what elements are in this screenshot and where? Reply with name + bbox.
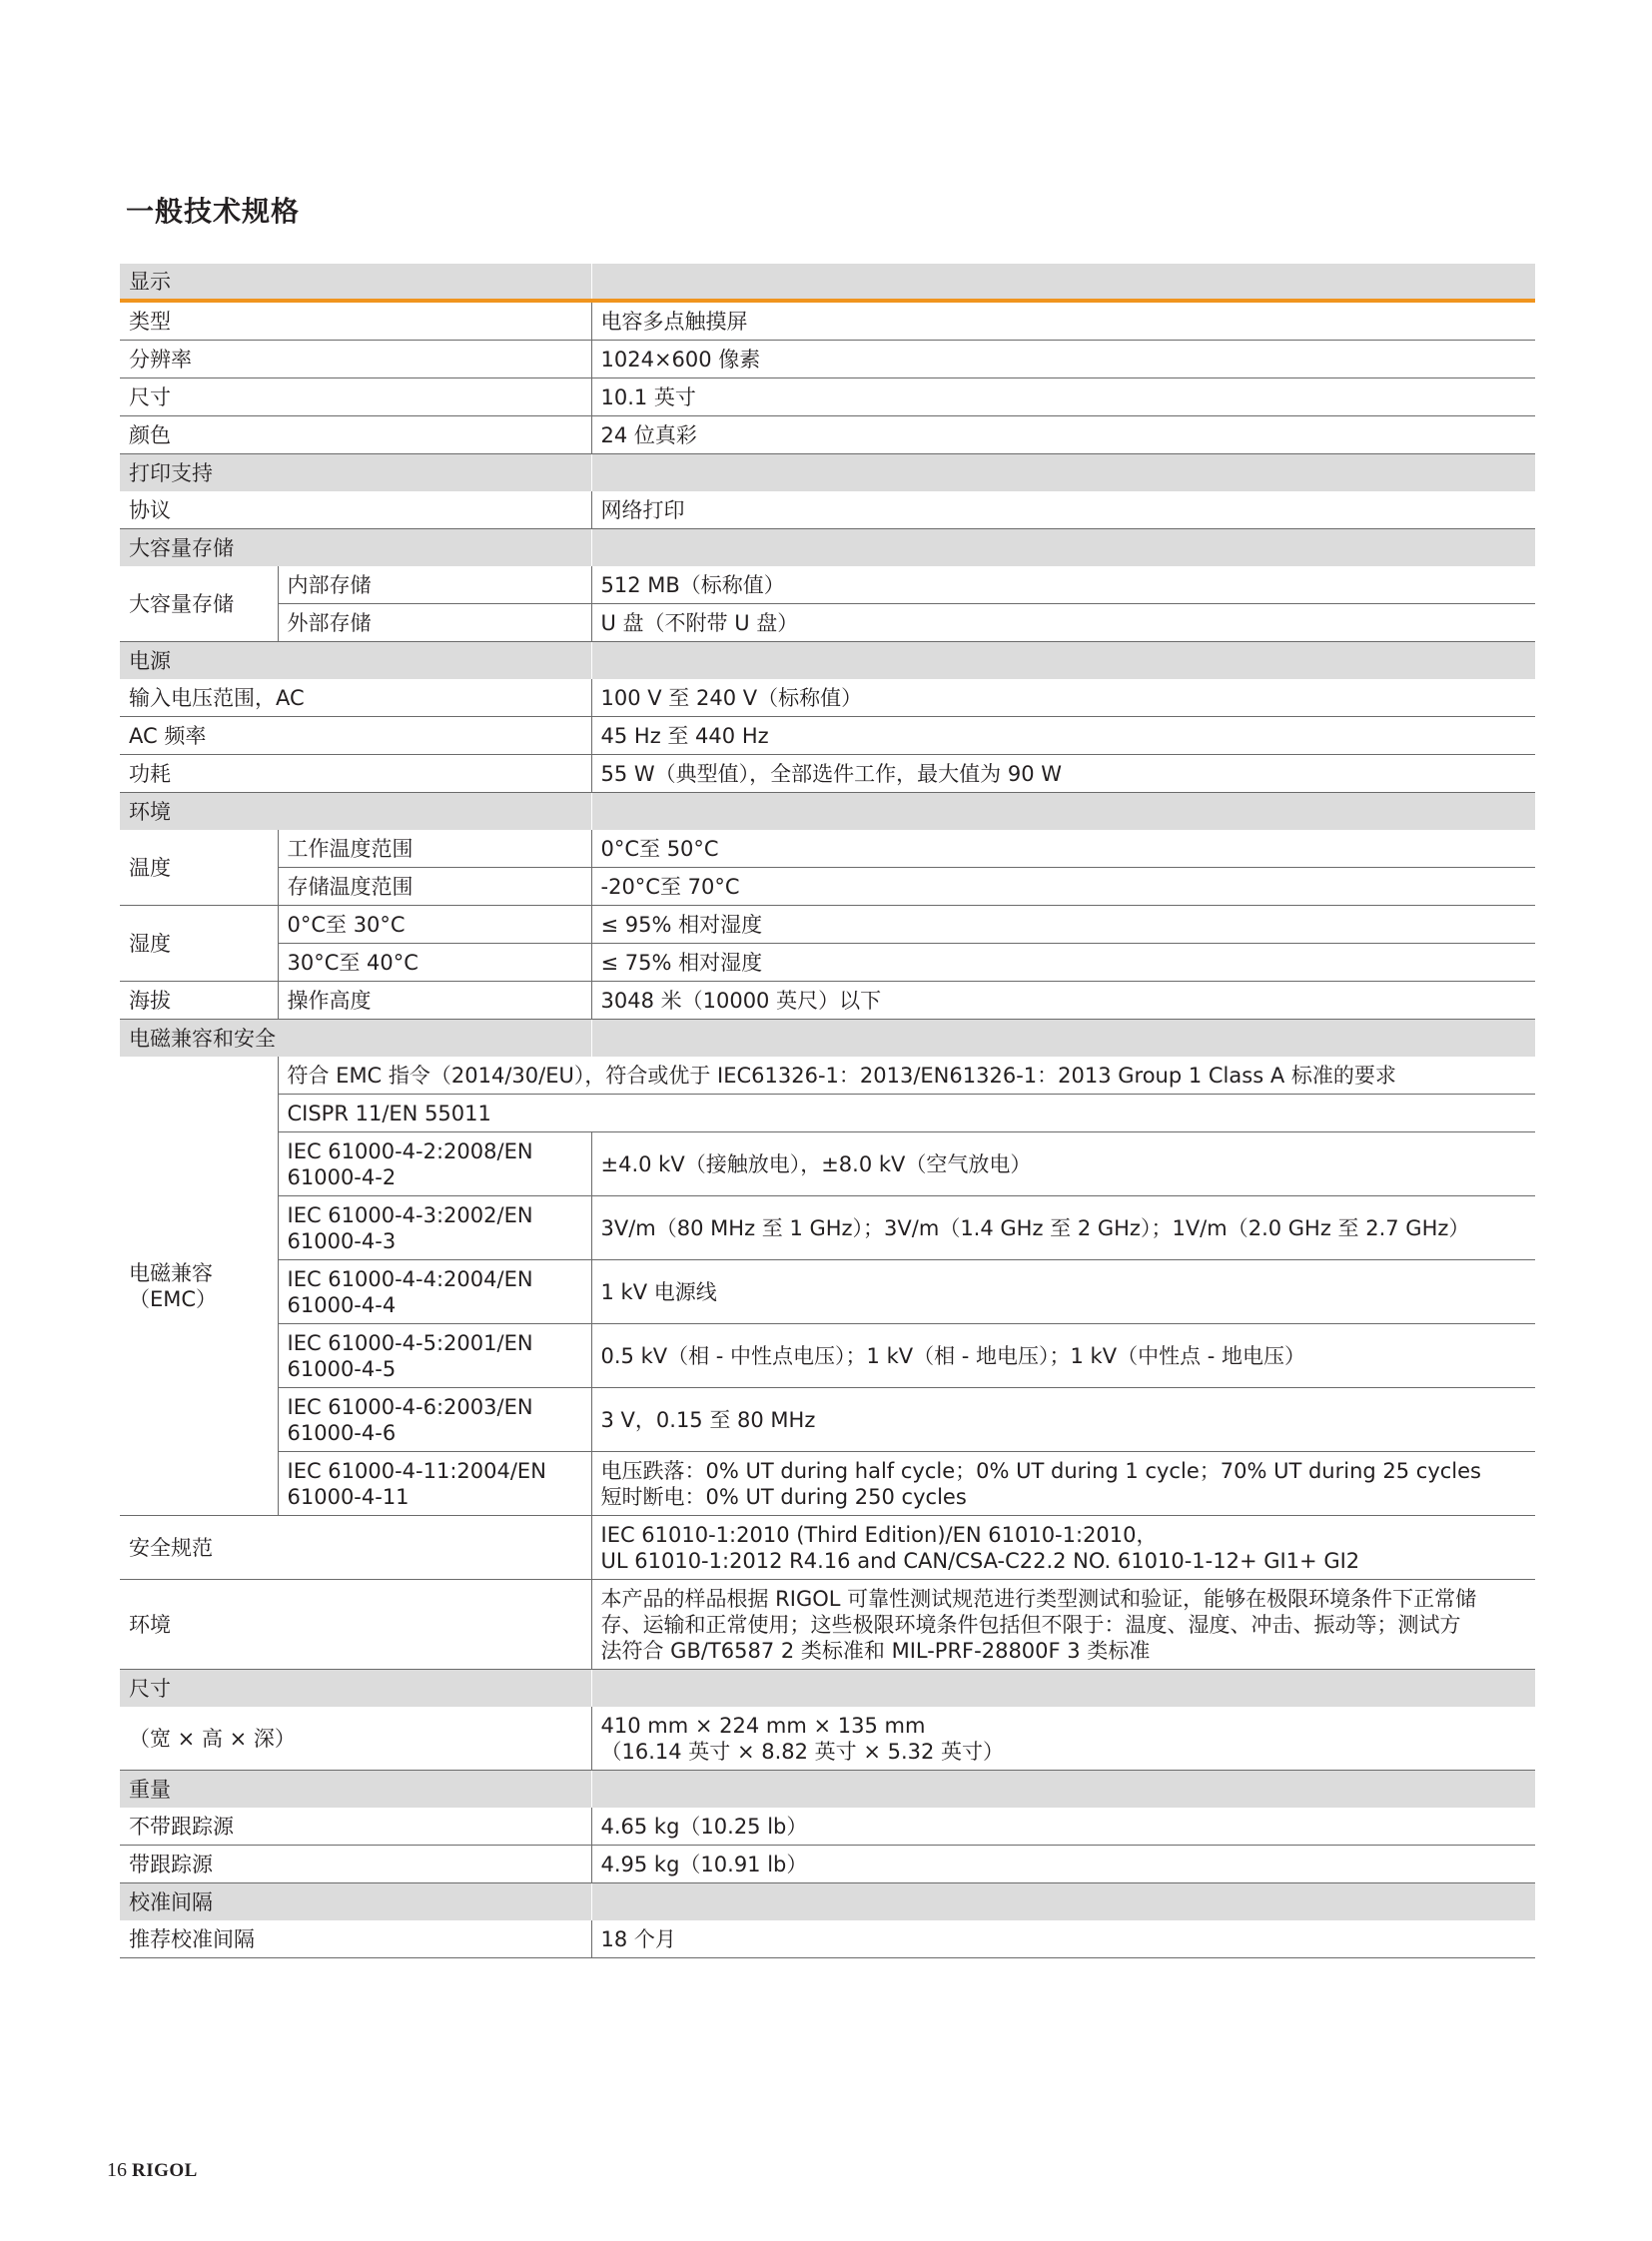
std-line: 61000-4-3: [287, 1228, 397, 1253]
std-line: 61000-4-2: [287, 1164, 397, 1189]
value-line: 本产品的样品根据 RIGOL 可靠性测试规范进行类型测试和验证，能够在极限环境条件下正常储: [600, 1586, 1477, 1611]
value-line: ±4.0 kV（接触放电），±8.0 kV（空气放电）: [600, 1151, 1032, 1176]
table-row: [120, 1920, 1535, 1958]
row-label: 30°C至 40°C: [278, 944, 591, 982]
row-label: 推荐校准间隔: [120, 1920, 591, 1958]
table-row: [120, 1707, 1535, 1771]
row-label: 内部存储: [278, 566, 591, 604]
row-label: 存储温度范围: [278, 868, 591, 906]
row-value: CISPR 11/EN 55011: [278, 1095, 1535, 1132]
row-label: [278, 1324, 591, 1388]
table-row: [120, 906, 1535, 944]
std-line: IEC 61000-4-5:2001/EN: [287, 1330, 533, 1355]
std-line: 61000-4-11: [287, 1484, 410, 1509]
row-label: 类型: [120, 301, 591, 341]
brand-logo: RIGOL: [132, 2160, 198, 2181]
value-line: IEC 61010-1:2010 (Third Edition)/EN 61010-1:2010，: [600, 1522, 1158, 1547]
row-value: 24 位真彩: [591, 416, 1535, 454]
group-label: [120, 1057, 278, 1516]
row-value: [591, 1388, 1535, 1452]
table-row: [120, 1196, 1535, 1260]
section-weight: [120, 1771, 1535, 1809]
row-value: 100 V 至 240 V（标称值）: [591, 679, 1535, 717]
std-line: IEC 61000-4-2:2008/EN: [287, 1138, 533, 1163]
table-row: [120, 378, 1535, 416]
row-label: 外部存储: [278, 604, 591, 642]
section-header: 打印支持: [120, 454, 591, 492]
value-line: 0.5 kV（相 - 中性点电压）；1 kV（相 - 地电压）；1 kV（中性点 - 地电压）: [600, 1343, 1306, 1368]
table-row: [120, 1260, 1535, 1324]
row-value: [591, 1452, 1535, 1516]
row-value: 4.65 kg（10.25 lb）: [591, 1808, 1535, 1846]
table-row: [120, 1452, 1535, 1516]
row-label: 协议: [120, 491, 591, 529]
section-calibration: [120, 1883, 1535, 1921]
row-value: 10.1 英寸: [591, 378, 1535, 416]
table-row: [120, 1580, 1535, 1670]
value-line: 3V/m（80 MHz 至 1 GHz）；3V/m（1.4 GHz 至 2 GHz）；1V/m（2.0 GHz 至 2.7 GHz）: [600, 1215, 1470, 1240]
table-row: [120, 1516, 1535, 1580]
value-line: 电压跌落：0% UT during half cycle；0% UT during 1 cycle；70% UT during 25 cycles: [600, 1458, 1481, 1483]
table-row: [120, 1057, 1535, 1095]
row-value: [591, 1324, 1535, 1388]
std-line: IEC 61000-4-11:2004/EN: [287, 1458, 546, 1483]
page-title: 一般技术规格: [126, 195, 301, 228]
row-value: 45 Hz 至 440 Hz: [591, 717, 1535, 755]
row-value: [591, 1260, 1535, 1324]
row-value: 电容多点触摸屏: [591, 301, 1535, 341]
section-print: [120, 454, 1535, 492]
section-header: 环境: [120, 793, 591, 831]
section-header: 电磁兼容和安全: [120, 1020, 591, 1058]
section-header: 校准间隔: [120, 1883, 591, 1921]
section-header: 大容量存储: [120, 529, 591, 567]
table-row: [120, 604, 1535, 642]
row-label: [278, 1388, 591, 1452]
row-label: 不带跟踪源: [120, 1808, 591, 1846]
table-row: [120, 755, 1535, 793]
section-header: 显示: [120, 264, 591, 301]
row-value: [591, 1580, 1535, 1670]
row-value: 4.95 kg（10.91 lb）: [591, 1846, 1535, 1883]
row-value: 512 MB（标称值）: [591, 566, 1535, 604]
row-label: [278, 1452, 591, 1516]
group-label: 大容量存储: [120, 566, 278, 642]
section-storage: [120, 529, 1535, 567]
value-line: 410 mm × 224 mm × 135 mm: [600, 1713, 926, 1738]
group-label: 湿度: [120, 906, 278, 982]
value-line: UL 61010-1:2012 R4.16 and CAN/CSA-C22.2 NO. 61010-1-12+ GI1+ GI2: [600, 1548, 1360, 1573]
row-label: 尺寸: [120, 378, 591, 416]
row-label: 安全规范: [120, 1516, 591, 1580]
row-value: 1024×600 像素: [591, 341, 1535, 378]
row-label: 功耗: [120, 755, 591, 793]
value-line: 1 kV 电源线: [600, 1279, 717, 1304]
row-label: [278, 1196, 591, 1260]
std-line: 61000-4-6: [287, 1420, 397, 1445]
row-value: ≤ 95% 相对湿度: [591, 906, 1535, 944]
group-label: 海拔: [120, 982, 278, 1020]
std-line: IEC 61000-4-4:2004/EN: [287, 1266, 533, 1291]
section-dimensions: [120, 1670, 1535, 1708]
table-row: [120, 1808, 1535, 1846]
table-row: [120, 944, 1535, 982]
row-value: 符合 EMC 指令（2014/30/EU），符合或优于 IEC61326-1：2013/EN61326-1：2013 Group 1 Class A 标准的要求: [278, 1057, 1535, 1095]
row-label: 0°C至 30°C: [278, 906, 591, 944]
section-display: [120, 264, 1535, 301]
table-row: [120, 1388, 1535, 1452]
row-value: 0°C至 50°C: [591, 830, 1535, 868]
group-label-line: 电磁兼容: [129, 1260, 213, 1285]
row-value: [591, 1516, 1535, 1580]
row-label: 工作温度范围: [278, 830, 591, 868]
section-emc: [120, 1020, 1535, 1058]
value-line: 存、运输和正常使用；这些极限环境条件包括但不限于：温度、湿度、冲击、振动等；测试方: [600, 1612, 1461, 1637]
std-line: 61000-4-5: [287, 1356, 397, 1381]
row-label: （宽 × 高 × 深）: [120, 1707, 591, 1771]
page-footer: [107, 2159, 198, 2182]
row-label: AC 频率: [120, 717, 591, 755]
table-row: [120, 491, 1535, 529]
value-line: 3 V，0.15 至 80 MHz: [600, 1407, 816, 1432]
table-row: [120, 1095, 1535, 1132]
value-line: （16.14 英寸 × 8.82 英寸 × 5.32 英寸）: [600, 1739, 1005, 1764]
row-value: 3048 米（10000 英尺）以下: [591, 982, 1535, 1020]
row-label: [278, 1132, 591, 1196]
row-value: -20°C至 70°C: [591, 868, 1535, 906]
section-environment: [120, 793, 1535, 831]
row-value: [591, 1196, 1535, 1260]
section-power: [120, 642, 1535, 680]
spec-table: [120, 264, 1535, 1958]
table-row: [120, 982, 1535, 1020]
row-value: 55 W（典型值），全部选件工作，最大值为 90 W: [591, 755, 1535, 793]
group-label-line: （EMC）: [129, 1286, 218, 1311]
row-label: 环境: [120, 1580, 591, 1670]
std-line: IEC 61000-4-6:2003/EN: [287, 1394, 533, 1419]
row-value: 网络打印: [591, 491, 1535, 529]
table-row: [120, 301, 1535, 341]
table-row: [120, 830, 1535, 868]
table-row: [120, 679, 1535, 717]
table-row: [120, 1846, 1535, 1883]
row-value: [591, 1132, 1535, 1196]
row-value: 18 个月: [591, 1920, 1535, 1958]
std-line: 61000-4-4: [287, 1292, 397, 1317]
row-label: 输入电压范围，AC: [120, 679, 591, 717]
row-value: U 盘（不附带 U 盘）: [591, 604, 1535, 642]
table-row: [120, 416, 1535, 454]
table-row: [120, 566, 1535, 604]
row-label: 带跟踪源: [120, 1846, 591, 1883]
section-header: 尺寸: [120, 1670, 591, 1708]
section-header: 重量: [120, 1771, 591, 1809]
row-value: ≤ 75% 相对湿度: [591, 944, 1535, 982]
value-line: 法符合 GB/T6587 2 类标准和 MIL-PRF-28800F 3 类标准: [600, 1638, 1151, 1663]
value-line: 短时断电：0% UT during 250 cycles: [600, 1484, 967, 1509]
page-number: 16: [107, 2159, 127, 2181]
row-label: [278, 1260, 591, 1324]
row-label: 操作高度: [278, 982, 591, 1020]
table-row: [120, 1324, 1535, 1388]
table-row: [120, 868, 1535, 906]
std-line: IEC 61000-4-3:2002/EN: [287, 1202, 533, 1227]
row-label: 颜色: [120, 416, 591, 454]
table-row: [120, 717, 1535, 755]
group-label: 温度: [120, 830, 278, 906]
table-row: [120, 1132, 1535, 1196]
section-header: 电源: [120, 642, 591, 680]
table-row: [120, 341, 1535, 378]
row-label: 分辨率: [120, 341, 591, 378]
row-value: [591, 1707, 1535, 1771]
